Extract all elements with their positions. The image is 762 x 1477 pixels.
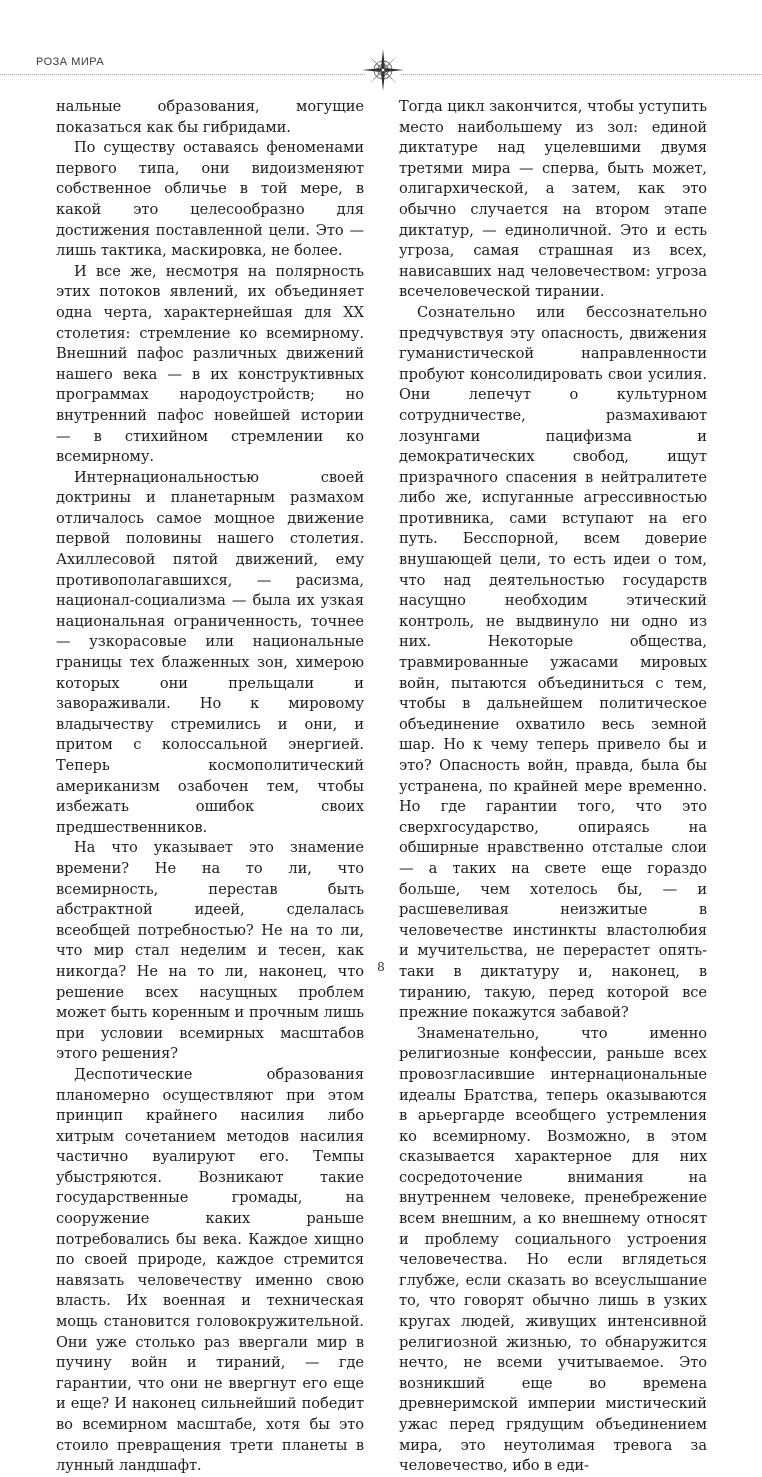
paragraph: И все же, несмотря на полярность этих потоков явлений, их объединяет одна черта, характернейшая для XX столетия: стремление ко всемирному. Внешний пафос различных движений нашего века — в их конструктивных программах народоустройств; но внутренний пафос новейшей истории — в стихийном стремлении ко всемирному. (56, 262, 364, 466)
paragraph: Деспотические образования планомерно осуществляют при этом принцип крайнего насилия либо хитрым сочетанием методов насилия частично вуалируют его. Темпы убыстряются. Возникают такие государственные громады, на сооружение каких раньше потребовались бы века. Каждое хищно по своей природе, каждое стремится навязать человечеству именно свою власть. Их военная и техническая мощь становится головокружительной. Они уже столько раз ввергали мир в пучину войн и тираний, — где гарантии, что они не ввергнут его еще и еще? И наконец сильнейший победит во всемирном масштабе, хотя бы это стоило превращения трети планеты в лунный ландшафт. (56, 1065, 364, 1475)
paragraph: Тогда цикл закончится, чтобы уступить место наибольшему из зол: единой диктатуре над уцелевшими двумя третями мира — сперва, быть может, олигархической, а затем, как это обычно случается на втором этапе диктатур, — единоличной. Это и есть угроза, самая страшная из всех, нависавших над человечеством: угроза всечеловеческой тирании. (399, 98, 707, 301)
header-rule-right (401, 74, 762, 75)
running-title: РОЗА МИРА (36, 56, 105, 68)
right-text-column (399, 97, 707, 1477)
compass-rose-icon (361, 48, 405, 92)
paragraph: На что указывает это знамение времени? Не на то ли, что всемирность, перестав быть абстрактной идеей, сделалась всеобщей потребностью? Не на то ли, что мир стал неделим и тесен, как никогда? Не на то ли, наконец, что решение всех насущных проблем может быть коренным и прочным лишь при условии всемирных масштабов этого решения? (56, 839, 364, 1063)
paragraph: нальные образования, могущие показаться как бы гибридами. (56, 98, 364, 136)
paragraph: По существу оставаясь феноменами первого типа, они видоизменяют собственное обличье в той мере, в какой это целесообразно для достижения поставленной цели. Это — лишь тактика, маскировка, не более. (56, 139, 364, 260)
paragraph: Интернациональностью своей доктрины и планетарным размахом отличалось самое мощное движение первой половины нашего столетия. Ахиллесовой пятой движений, ему противополагавшихся, — расизма, национал-социализма — была их узкая национальная ограниченность, точнее — узкорасовые или национальные границы тех блаженных зон, химерою которых они прельщали и завораживали. Но к мировому владычеству стремились и они, и притом с колоссальной энергией. Теперь космополитический американизм озабочен тем, чтобы избежать ошибок своих предшественников. (56, 468, 364, 836)
paragraph: Сознательно или бессознательно предчувствуя эту опасность, движения гуманистической направленности пробуют консолидировать свои усилия. Они лепечут о культурном сотрудничестве, размахивают лозунгами пацифизма и демократических свобод, ищут призрачного спасения в нейтралитете либо же, испуганные агрессивностью противника, сами вступают на его путь. Бесспорной, всем доверие внушающей цели, то есть идеи о том, что над деятельностью государств насущно необходим этический контроль, не выдвинуло ни одно из них. Некоторые общества, травмированные ужасами мировых войн, пытаются объединиться с тем, чтобы в дальнейшем политическое объединение охватило весь земной шар. Но к чему теперь привело бы и это? Опасность войн, правда, была бы устранена, по крайней мере временно. Но где гарантии того, что это сверхгосударство, опираясь на обширные нравственно отсталые слои — а таких на свете еще гораздо больше, чем хотелось бы, — и расшевеливая неизжитые в человечестве инстинкты властолюбия и мучительства, не перерастет опять-таки в диктатуру и, наконец, в тиранию, такую, перед которой все прежние покажутся забавой? (399, 303, 707, 1022)
header-rule-left (0, 74, 365, 75)
page-number: 8 (377, 960, 385, 974)
paragraph: Знаменательно, что именно религиозные конфессии, раньше всех провозгласившие интернациональные идеалы Братства, теперь оказываются в арьергарде всеобщего устремления ко всемирному. Возможно, в этом сказывается характерное для них сосредоточение внимания на внутреннем человеке, пренебрежение всем внешним, а ко внешнему относят и проблему социального устроения человечества. Но если вглядеться глубже, если сказать во всеуслышание то, что говорят обычно лишь в узких кругах людей, живущих интенсивной религиозной жизнью, то обнаружится нечто, не всеми учитываемое. Это возникший еще во времена древнеримской империи мистический ужас перед грядущим объединением мира, это неутолимая тревога за человечество, ибо в еди- (399, 1024, 707, 1475)
left-text-column (56, 97, 364, 1477)
